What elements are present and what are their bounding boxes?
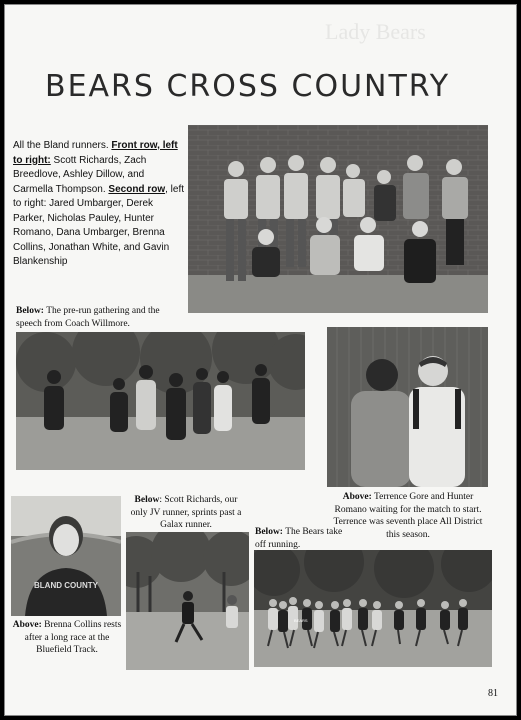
terrence-hunter-photo [327,327,488,487]
team-photo [188,125,488,313]
second-row-names: , left to right: Jared Umbarger, Derek Parker, Nicholas Pauley, Hunter Romano, Dana Umbarger, Brenna Collins, Jonathan White, and Gavin Blankenship [13,183,185,267]
scott-sprint-graphic [126,532,249,670]
team-photo-graphic [188,125,488,313]
scott-sprint-photo [126,532,249,670]
ghost-heading: Lady Bears [325,19,426,44]
front-row-names: Scott Richards, Zach Breedlove, Ashley Dillow, and Carmella Thompson. [13,154,147,195]
gathering-photo [16,332,305,470]
caption-lead: All the Bland runners. [13,140,109,151]
scott-caption [127,494,245,532]
scott-caption-label: Below [134,495,160,505]
scott-caption-text: : Scott Richards, our only JV runner, sprints past a Galax runner. [130,495,242,530]
takeoff-photo-graphic [254,550,492,667]
gathering-caption [16,305,186,330]
page-number: 81 [488,688,498,699]
takeoff-caption-label: Below: [255,527,283,537]
terrence-caption-text: Terrence Gore and Hunter Romano waiting for the match to start. Terrence was seventh place All District this season. [333,492,483,540]
brenna-caption-label: Above: [12,620,42,630]
second-row-label: Second row [108,183,166,195]
takeoff-caption [255,526,345,551]
terrence-caption [328,491,488,541]
team-photo-caption [13,139,185,270]
brenna-caption-text: Brenna Collins rests after a long race at the Bluefield Track. [24,620,122,655]
yearbook-page [4,4,517,716]
shirt-text: BLAND COUNTY [34,581,98,590]
takeoff-caption-text: The Bears take off running. [255,527,343,550]
terrence-hunter-graphic [327,327,488,487]
page-title: BEARS CROSS COUNTRY [45,69,451,104]
terrence-caption-label: Above: [342,492,372,502]
takeoff-photo [254,550,492,667]
brenna-caption [11,619,123,657]
gathering-caption-text: The pre-run gathering and the speech from Coach Willmore. [16,306,160,329]
brenna-photo-graphic [11,496,121,616]
front-row-label: Front row, left to right: [13,140,178,166]
gathering-caption-label: Below: [16,306,44,316]
brenna-photo [11,496,121,616]
jersey-text: BEARS [294,618,308,623]
gathering-photo-graphic [16,332,305,470]
